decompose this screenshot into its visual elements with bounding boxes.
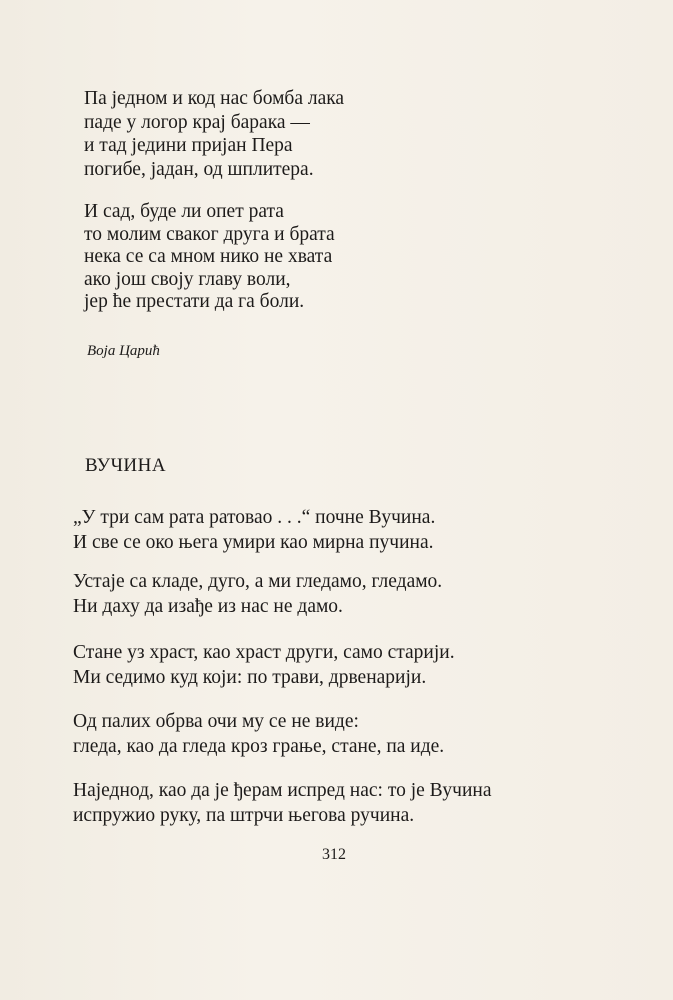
poem-stanza-2 (84, 201, 604, 314)
poem-line: паде у логор крај барака — (84, 111, 310, 133)
poem-line: то молим сваког друга и брата (84, 223, 335, 245)
page-number: 312 (322, 846, 346, 863)
poem-stanza-1 (84, 87, 604, 182)
poem-line: Наједнод, као да је ђерам испред нас: то је Вучина (73, 780, 492, 801)
poem-author: Воја Царић (87, 343, 160, 359)
poem-couplet (73, 709, 633, 759)
poem-line: јер ће престати да га боли. (84, 291, 305, 313)
poem-line: ако још своју главу воли, (84, 268, 291, 290)
poem-line: гледа, као да гледа кроз грање, стане, па иде. (73, 736, 445, 757)
poem-line: Ми седимо куд који: по трави, дрвенарији. (73, 667, 427, 688)
poem-line: Од палих обрва очи му се не виде: (73, 711, 359, 732)
poem-title: ВУЧИНА (85, 455, 167, 476)
poem-line: И сад, буде ли опет рата (84, 201, 284, 222)
poem-line: И све се око њега умири као мирна пучина. (73, 532, 434, 553)
poem-couplet (73, 569, 633, 619)
poem-line: Па једном и код нас бомба лака (84, 88, 345, 109)
poem-line: Стане уз храст, као храст други, само старији. (73, 642, 455, 663)
poem-couplet (73, 778, 633, 828)
poem-line: испружио руку, па штрчи његова ручина. (73, 805, 415, 826)
poem-line: Ни даху да изађе из нас не дамо. (73, 596, 343, 617)
poem-line: „У три сам рата ратовао . . .“ почне Вучина. (73, 507, 436, 528)
poem-line: Устаје са кладе, дуго, а ми гледамо, гледамо. (73, 571, 443, 592)
poem-couplet (73, 505, 633, 555)
poem-line: и тад једини пријан Пера (84, 135, 293, 157)
poem-line: погибе, јадан, од шплитера. (84, 159, 314, 181)
poem-couplet (73, 640, 633, 690)
poem-line: нека се са мном нико не хвата (84, 246, 333, 268)
